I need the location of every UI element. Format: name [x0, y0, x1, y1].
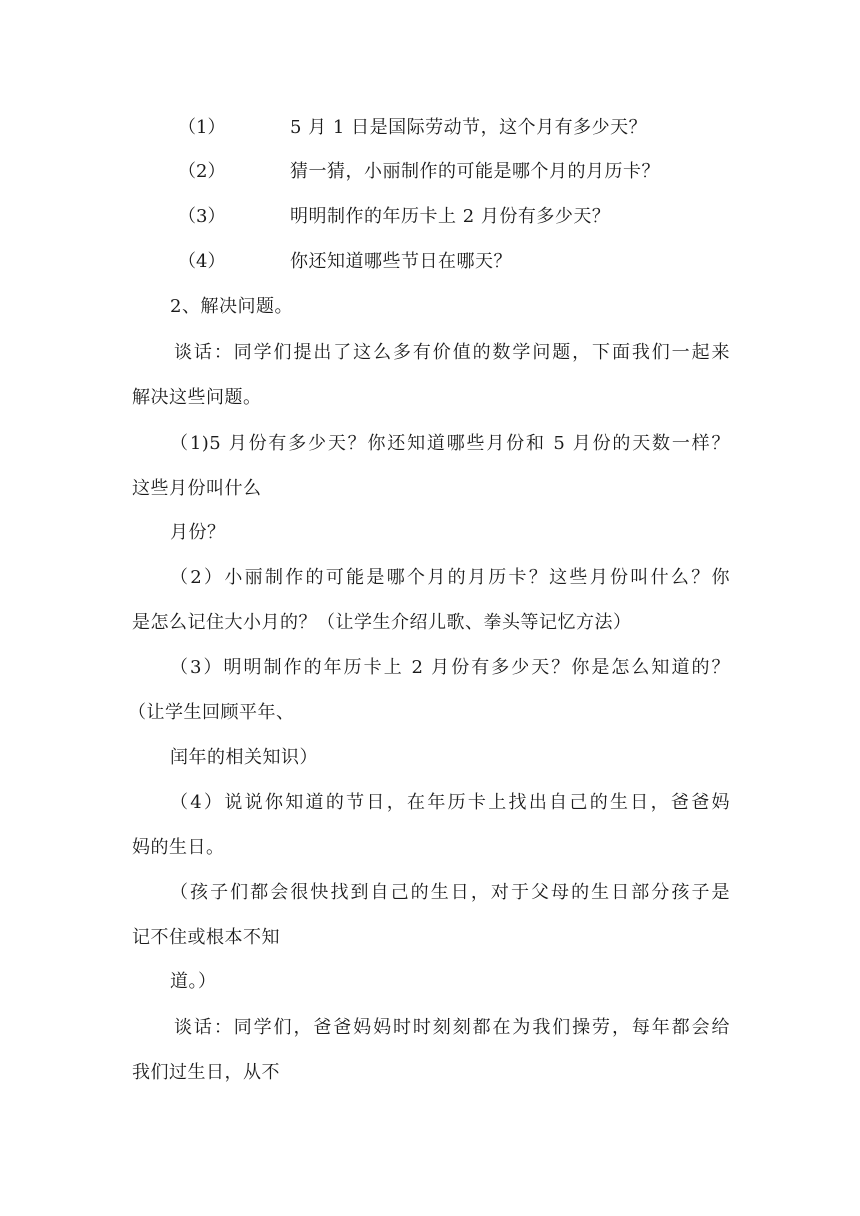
note-line-1: （孩子们都会很快找到自己的生日，对于父母的生日部分孩子是 [170, 882, 730, 903]
question-number-3: （3） [178, 206, 226, 227]
question-text-2: 猜一猜，小丽制作的可能是哪个月的月历卡？ [290, 161, 660, 182]
note-line-2: 记不住或根本不知 [132, 927, 280, 948]
question-text-1: 5 月 1 日是国际劳动节，这个月有多少天？ [290, 117, 648, 138]
question3-line-3: 闰年的相关知识） [170, 747, 318, 768]
question-number-2: （2） [178, 161, 226, 182]
question-text-3: 明明制作的年历卡上 2 月份有多少天？ [290, 206, 611, 227]
talk-line-1: 谈话：同学们，爸爸妈妈时时刻刻都在为我们操劳，每年都会给 [174, 1017, 730, 1038]
question4-line-1: （4）说说你知道的节日，在年历卡上找出自己的生日，爸爸妈 [170, 792, 730, 813]
intro-line-2: 解决这些问题。 [132, 387, 262, 408]
note-line-3: 道。） [170, 971, 217, 992]
question1-line-1: （1)5 月份有多少天？你还知道哪些月份和 5 月份的天数一样？ [170, 433, 730, 454]
question-number-4: （4） [178, 251, 226, 272]
talk-line-2: 我们过生日，从不 [132, 1062, 280, 1083]
question2-line-2: 是怎么记住大小月的？（让学生介绍儿歌、拳头等记忆方法） [132, 612, 632, 633]
question4-line-2: 妈的生日。 [132, 837, 225, 858]
question1-line-3: 月份？ [170, 522, 226, 543]
question-number-1: （1） [178, 117, 226, 138]
section-heading: 2、解决问题。 [170, 296, 293, 317]
intro-line-1: 谈话：同学们提出了这么多有价值的数学问题，下面我们一起来 [174, 342, 730, 363]
question3-line-2: （让学生回顾平年、 [128, 702, 295, 723]
question3-line-1: （3）明明制作的年历卡上 2 月份有多少天？你是怎么知道的？ [170, 657, 730, 678]
question2-line-1: （2）小丽制作的可能是哪个月的月历卡？这些月份叫什么？你 [170, 567, 730, 588]
question-text-4: 你还知道哪些节日在哪天？ [290, 251, 512, 272]
question1-line-2: 这些月份叫什么 [132, 478, 262, 499]
